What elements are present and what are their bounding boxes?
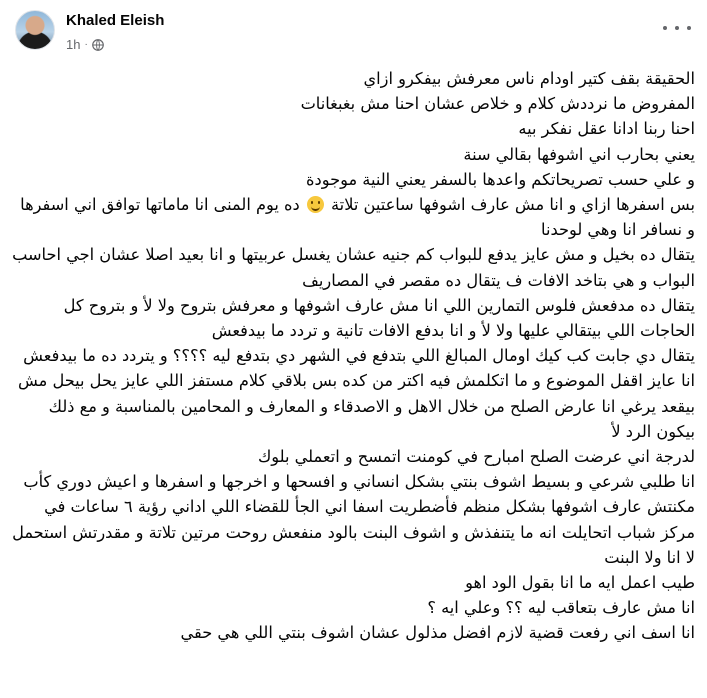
post-paragraph: انا اسف اني رفعت قضية لازم افضل مذلول عشان اشوف بنتي اللي هي حقي [180, 623, 695, 643]
avatar[interactable] [15, 10, 55, 50]
smiley-emoji-icon [307, 196, 324, 213]
post-paragraph: طيب اعمل ايه ما انا بقول الود اهو [465, 573, 695, 593]
post-time[interactable]: 1h [66, 37, 81, 52]
post-paragraph: احنا ربنا ادانا عقل نفكر بيه [518, 119, 695, 139]
post-paragraph: مكنتش عارف اشوفها بشكل منظم فأضطريت اسفا اني الجأ للقضاء اللي اداني رؤية ٦ ساعات في مركز شباب اتحايلت انه ما يتنفذش و اشوف البنت بالود منفعش روحت مرتين تلاتة و مقدرتش استحمل لا انا ولا البنت [12, 497, 695, 567]
more-options-icon[interactable] [663, 18, 691, 38]
globe-icon[interactable] [92, 39, 104, 51]
post-paragraph: يتقال ده بخيل و مش عايز يدفع للبواب كم جنيه عشان يغسل عربيتها و انا بعيد اصلا عشان اجي احاسب البواب و هي بتاخد الافات ف يتقال ده مقصر في المصاريف [12, 245, 695, 290]
post-paragraph: الحقيقة بقف كتير اودام ناس معرفش بيفكرو ازاي [363, 69, 695, 88]
post-paragraph: انا عايز اقفل الموضوع و ما اتكلمش فيه اكتر من كده بس بلاقي كلام مستفز اللي عايز يحل بيحل مش بيقعد يرغي انا عارض الصلح من خلال الاهل و الاصدقاء و المعارف و المحامين بالمناسبة و مع ذلك بيكون الرد لأ [17, 371, 695, 441]
post-paragraph: المفروض ما نرددش كلام و خلاص عشان احنا مش بغبغانات [300, 94, 695, 114]
separator-dot: · [84, 39, 88, 50]
paragraph-text-end: ده يوم المنى انا ماماتها توافق اني اسفرها و نسافر انا وهي لوحدنا [20, 195, 695, 240]
post-paragraph: يتقال ده مدفعش فلوس التمارين اللي انا مش عارف اشوفها و معرفش بتروح ولا لأ و بتروح كل الحاجات اللي بيتقالي عليها ولا لأ و انا بدفع الافات تانية و تردد ما بيدفعش [63, 295, 695, 341]
post-paragraph: يتقال دي جابت كب كيك اومال المبالغ اللي بتدفع في الشهر دي بتدفع ليه ؟؟؟؟ و يتردد ده ما بيدفعش [23, 346, 695, 366]
post-header [0, 0, 707, 62]
paragraph-text-start: بس اسفرها ازاي و انا مش عارف اشوفها ساعتين تلاتة [325, 195, 695, 215]
post-paragraph: انا طلبي شرعي و بسيط اشوف بنتي بشكل انساني و افسحها و اخرجها و اسفرها و اعيش دوري كأب [23, 472, 695, 492]
author-name[interactable]: Khaled Eleish [66, 12, 165, 29]
post-meta [66, 37, 104, 52]
post-paragraph [10, 192, 695, 242]
post-body [10, 66, 695, 646]
post-paragraph: يعني بحارب اني اشوفها بقالي سنة [463, 144, 695, 164]
post-paragraph: و علي حسب تصريحاتكم واعدها بالسفر يعني النية موجودة [306, 169, 695, 189]
post-paragraph: انا مش عارف بتعاقب ليه ؟؟ وعلي ايه ؟ [427, 598, 695, 618]
post-paragraph: لدرجة اني عرضت الصلح امبارح في كومنت اتمسح و اتعملي بلوك [257, 447, 695, 467]
